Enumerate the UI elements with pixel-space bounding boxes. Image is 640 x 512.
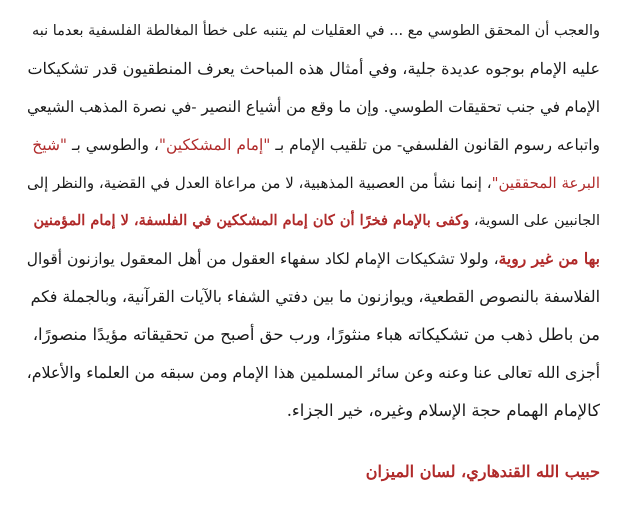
paragraph-line-5: [26, 164, 600, 202]
line-6-text: الجانبين على السوية،: [469, 213, 600, 229]
quote-paragraph: [26, 12, 600, 430]
paragraph-line-10: أجزى الله تعالى عنا وعنه وعن سائر المسلمين هذا الإمام ومن سبقه من العلماء والأعلام،: [26, 363, 600, 382]
highlight-shaykh-end: البرعة المحققين": [491, 174, 600, 192]
highlight-shaykh-start: "شيخ: [32, 136, 68, 154]
line-4-text-2: ، والطوسي بـ: [67, 136, 159, 154]
paragraph-line-1: والعجب أن المحقق الطوسي مع ... في العقليات لم يتنبه على خطأ المغالطة الفلسفية بعدما نبه: [31, 23, 600, 39]
paragraph-line-3: الإمام في جنب تحقيقات الطوسي. وإن ما وقع من أشياع النصير -في نصرة المذهب الشيعي: [27, 98, 600, 116]
paragraph-line-7: [26, 240, 600, 278]
paragraph-line-8: الفلاسفة بالنصوص القطعية، ويوازنون ما بين دفتي الشفاء بالآيات القرآنية، وبالجملة فكم: [30, 287, 600, 306]
author-signature: حبيب الله القندهاري، لسان الميزان: [365, 462, 600, 481]
paragraph-line-11: كالإمام الهمام حجة الإسلام وغيره، خير الجزاء.: [286, 401, 600, 420]
line-5-text: ، إنما نشأ من العصبية المذهبية، لا من مراعاة العدل في القضية، والنظر إلى: [27, 174, 492, 192]
highlight-fakhr-sentence: وكفى بالإمام فخرًا أن كان إمام المشككين في الفلسفة، لا إمام المؤمنين: [33, 212, 470, 229]
paragraph-line-9: من باطل ذهب من تشكيكاته هباء منثورًا، ورب حق أصبح من تحقيقاته مؤيدًا منصورًا،: [32, 325, 600, 344]
highlight-ghayr-ruya: بها من غير روية: [498, 249, 600, 268]
highlight-imam-mushakkikin: "إمام المشككين": [158, 136, 271, 154]
paragraph-line-6: [26, 202, 600, 240]
paragraph-line-4: [26, 126, 600, 164]
line-4-text: واتباعه رسوم القانون الفلسفي- من تلقيب الإمام بـ: [270, 136, 600, 154]
paragraph-line-2: عليه الإمام بوجوه عديدة جلية، وفي أمثال هذه المباحث يعرف المنطقيون قدر تشكيكات: [27, 59, 600, 78]
line-7-text: ، ولولا تشكيكات الإمام لكاد سفهاء العقول من أهل المعقول يوازنون أقوال: [26, 250, 499, 268]
